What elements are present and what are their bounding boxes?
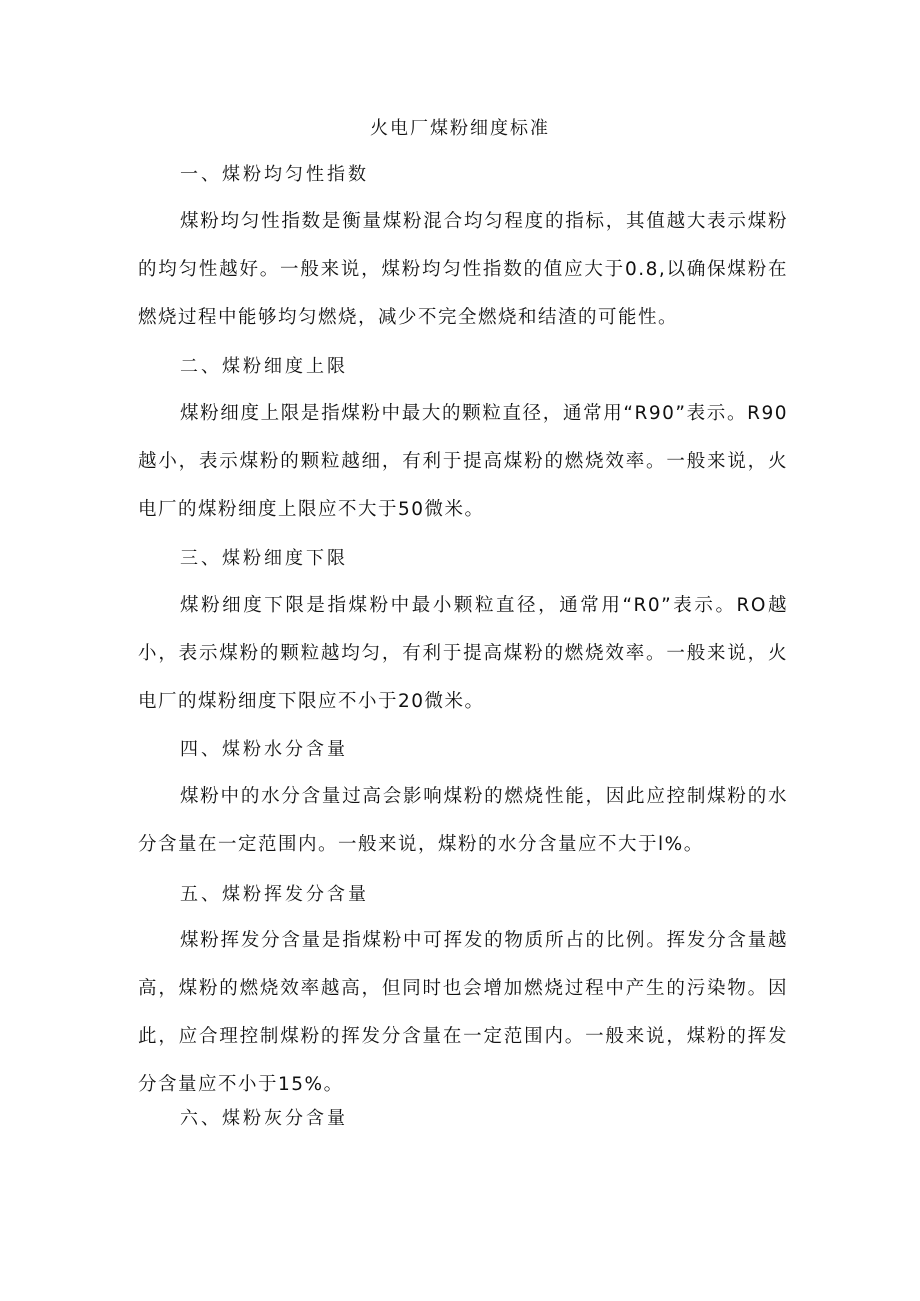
section-body-moisture: 煤粉中的水分含量过高会影响煤粉的燃烧性能，因此应控制煤粉的水分含量在一定范围内。一般来说，煤粉的水分含量应不大于l%。 xyxy=(138,786,788,855)
section-body-fineness-lower: 煤粉细度下限是指煤粉中最小颗粒直径，通常用“R0”表示。RO越小，表示煤粉的颗粒越均匀，有利于提高煤粉的燃烧效率。一般来说，火电厂的煤粉细度下限应不小于20微米。 xyxy=(138,595,788,712)
section-heading-uniformity: 一、煤粉均匀性指数 xyxy=(180,164,369,185)
section-body-uniformity: 煤粉均匀性指数是衡量煤粉混合均匀程度的指标，其值越大表示煤粉的均匀性越好。一般来说，煤粉均匀性指数的值应大于0.8,以确保煤粉在燃烧过程中能够均匀燃烧，减少不完全燃烧和结渣的可能性。 xyxy=(138,211,788,328)
section-heading-volatile: 五、煤粉挥发分含量 xyxy=(180,884,369,905)
section-heading-fineness-upper: 二、煤粉细度上限 xyxy=(180,356,348,377)
document-title: 火电厂煤粉细度标准 xyxy=(370,118,550,139)
section-heading-ash: 六、煤粉灰分含量 xyxy=(180,1108,348,1129)
section-heading-fineness-lower: 三、煤粉细度下限 xyxy=(180,548,348,569)
section-body-volatile: 煤粉挥发分含量是指煤粉中可挥发的物质所占的比例。挥发分含量越高，煤粉的燃烧效率越高，但同时也会增加燃烧过程中产生的污染物。因此，应合理控制煤粉的挥发分含量在一定范围内。一般来说，煤粉的挥发分含量应不小于15%。 xyxy=(138,930,788,1095)
section-body-fineness-upper: 煤粉细度上限是指煤粉中最大的颗粒直径，通常用“R90”表示。R90越小，表示煤粉的颗粒越细，有利于提高煤粉的燃烧效率。一般来说，火电厂的煤粉细度上限应不大于50微米。 xyxy=(138,403,788,520)
section-heading-moisture: 四、煤粉水分含量 xyxy=(180,739,348,760)
